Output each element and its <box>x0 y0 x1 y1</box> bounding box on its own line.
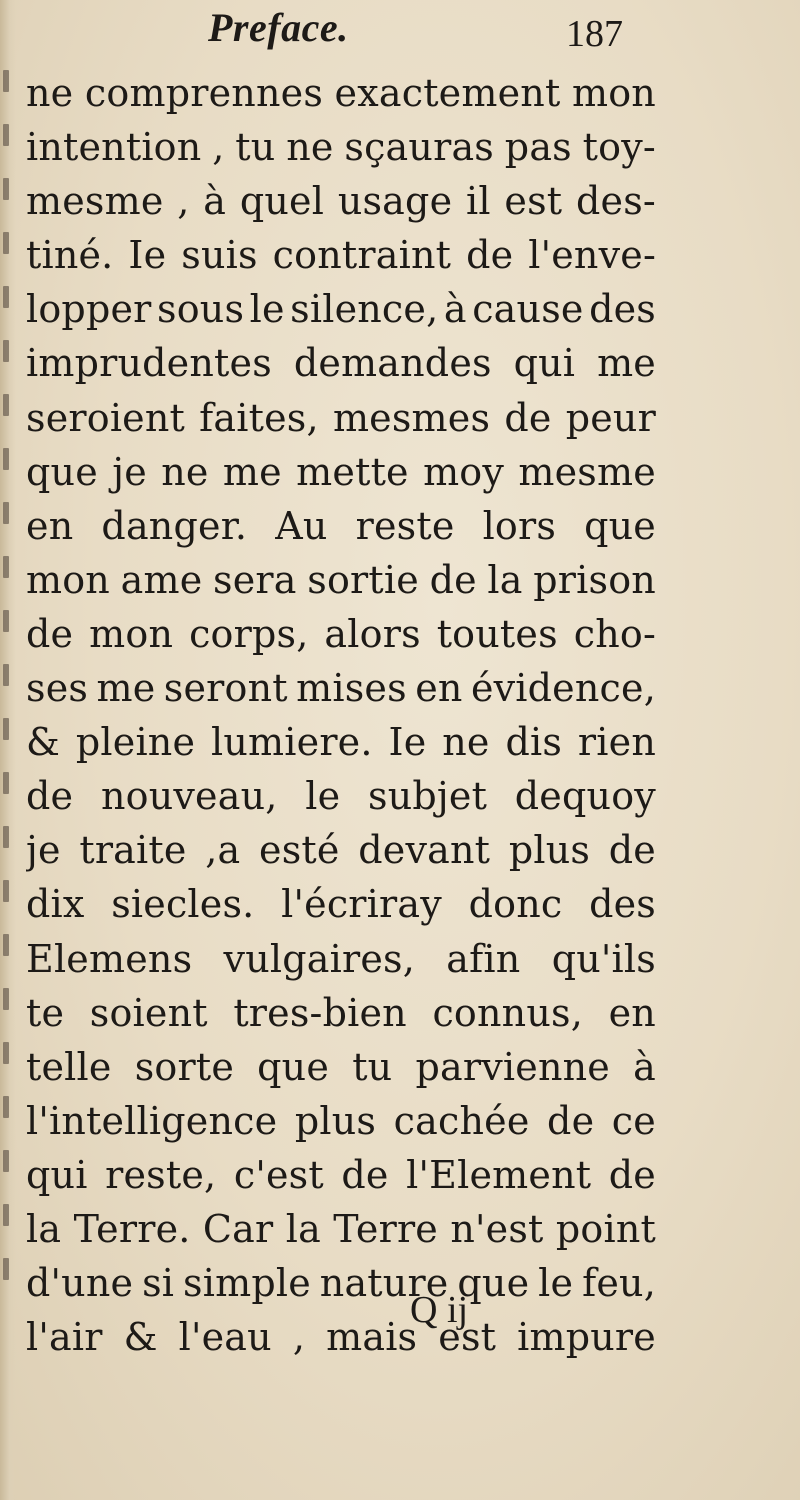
text-line: mesme , à quel usage il est des- <box>26 179 656 224</box>
gutter-mark <box>3 1096 9 1118</box>
text-line: Elemens vulgaires, afin qu'ils <box>26 936 656 981</box>
gutter-mark <box>3 340 9 362</box>
gutter-mark <box>3 664 9 686</box>
text-line: mon ame sera sortie de la prison <box>26 557 656 602</box>
gutter-mark <box>3 718 9 740</box>
text-line: de nouveau, le subjet dequoy <box>26 774 656 819</box>
gutter-mark <box>3 232 9 254</box>
gutter-mark <box>3 988 9 1010</box>
gutter-mark <box>3 124 9 146</box>
body-text <box>26 66 656 1364</box>
text-line: je traite ,a esté devant plus de <box>26 828 656 873</box>
text-line: intention , tu ne sçauras pas toy- <box>26 125 656 170</box>
gutter-mark <box>3 934 9 956</box>
gutter-mark <box>3 394 9 416</box>
text-line: ses me seront mises en évidence, <box>26 666 656 711</box>
text-line: telle sorte que tu parvienne à <box>26 1044 656 1089</box>
signature-mark: Q ij <box>410 1289 469 1331</box>
gutter-mark <box>3 610 9 632</box>
gutter-mark <box>3 1204 9 1226</box>
text-line: la Terre. Car la Terre n'est point <box>26 1206 656 1251</box>
text-line: ne comprennes exactement mon <box>26 71 656 115</box>
text-line: tiné. Ie suis contraint de l'enve- <box>26 233 656 278</box>
gutter-mark <box>3 448 9 470</box>
gutter-mark <box>3 502 9 524</box>
text-line: lopper sous le silence, à cause des <box>26 287 656 332</box>
page-number: 187 <box>566 13 623 55</box>
gutter-mark <box>3 1150 9 1172</box>
text-line: & pleine lumiere. Ie ne dis rien <box>26 720 656 765</box>
gutter-mark <box>3 772 9 794</box>
text-line: dix siecles. l'écriray donc des <box>26 882 656 927</box>
text-line: seroient faites, mesmes de peur <box>26 395 656 440</box>
running-head-title: Preface. <box>208 5 349 50</box>
text-line: que je ne me mette moy mesme <box>26 449 656 494</box>
gutter-mark <box>3 556 9 578</box>
text-line: l'intelligence plus cachée de ce <box>26 1098 656 1143</box>
gutter-mark <box>3 880 9 902</box>
gutter-mark <box>3 286 9 308</box>
gutter-mark <box>3 1042 9 1064</box>
gutter-mark <box>3 70 9 92</box>
text-line: de mon corps, alors toutes cho- <box>26 611 656 656</box>
text-line: l'air & l'eau , mais est impure <box>26 1315 656 1360</box>
text-line: qui reste, c'est de l'Element de <box>26 1152 656 1197</box>
page-gutter <box>0 0 16 1500</box>
text-line: d'une si simple nature que le feu, <box>26 1261 656 1306</box>
text-line: imprudentes demandes qui me <box>26 341 656 386</box>
gutter-mark <box>3 826 9 848</box>
text-line: te soient tres-bien connus, en <box>26 990 656 1035</box>
gutter-mark <box>3 178 9 200</box>
gutter-mark <box>3 1258 9 1280</box>
text-line: en danger. Au reste lors que <box>26 503 656 548</box>
